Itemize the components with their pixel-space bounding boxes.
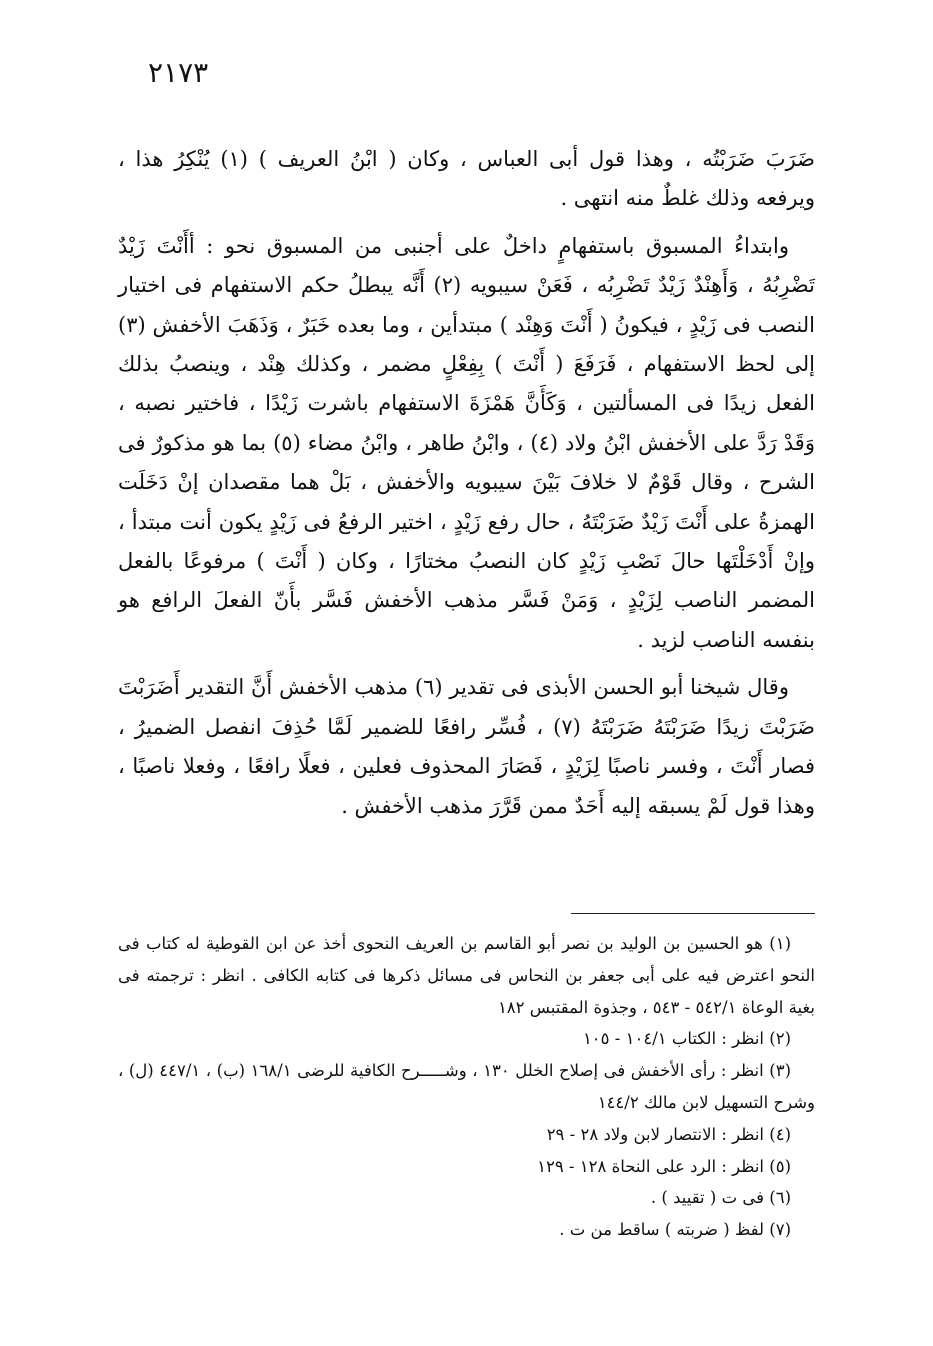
paragraph: ضَرَبَ ضَرَبْتُه ، وهذا قول أبى العباس ، وكان ( ابْنُ العريف ) (١) يُنْكِرُ هذا ، ويرفعه وذلك غلطٌ منه انتهى .: [118, 147, 815, 211]
footnote: (٣) انظر : رأى الأخفش فى إصلاح الخلل ١٣٠ ، وشـــــرح الكافية للرضى ١٦٨/١ (ب) ، ٤٤٧/١ (ل) ، وشرح التسهيل لابن مالك ١٤٤/٢: [118, 1061, 815, 1112]
paragraph: وابتداءُ المسبوق باستفهامٍ داخلٌ على أجنبى من المسبوق نحو : أأَنْتَ زَيْدٌ تَضْرِبُهُ ، وَأَهِنْدٌ زَيْدٌ تَضْرِبُه ، فَعَنْ سيبويه (٢) أَنَّه يبطلُ حكم الاستفهام فى اختيار النصب فى زَيْدٍ ، فيكونُ ( أَنْتَ وَهِنْد ) مبتدأين ، وما بعده خَبَرٌ ، وَذَهَبَ الأخفش (٣) إلى لحظ الاستفهام ، فَرَفَعَ ( أَنْتَ ) بِفِعْلٍ مضمر ، وكذلك هِنْد ، وينصبُ بذلك الفعل زيدًا فى المسألتين ، وَكَأَنَّ هَمْزَةَ الاستفهام باشرت زَيْدًا ، فاختير نصبه ، وَقَدْ رَدَّ على الأخفش ابْنُ ولاد (٤) ، وابْنُ طاهر ، وابْنُ مضاء (٥) بما هو مذكورٌ فى الشرح ، وقال قَوْمٌ لا خلافَ بَيْنَ سيبويه والأخفش ، بَلْ هما مقصدان إنْ دَخَلَت الهمزةُ على أَنْتَ زَيْدٌ ضَرَبْتَهُ ، حال رفع زَيْدٍ ، اختير الرفعُ فى زَيْدٍ يكون أنت مبتدأ ، وإنْ أَدْخَلْتَها حالَ نَصْبِ زَيْدٍ كان النصبُ مختارًا ، وكان ( أَنْتَ ) مرفوعًا بالفعل المضمر الناصب لِزَيْدٍ ، وَمَنْ فَسَّر مذهب الأخفش فَسَّر بأَنّ الفعلَ الرافع هو بنفسه الناصب لزيد .: [118, 233, 815, 652]
paragraph: وقال شيخنا أبو الحسن الأبذى فى تقدير (٦) مذهب الأخفش أَنَّ التقدير أَضَرَبْتَ ضَرَبْتَ زيدًا ضَرَبْتَهُ ضَرَبْتَهُ (٧) ، فُسِّر رافعًا للضمير لَمَّا حُذِفَ انفصل الضميرُ ، فصار أَنْتَ ، وفسر ناصبًا لِزَيْدٍ ، فَصَارَ المحذوف فعلين ، فعلًا رافعًا ، وفعلا ناصبًا ، وهذا قول لَمْ يسبقه إليه أَحَدٌ ممن قَرَّرَ مذهب الأخفش .: [118, 675, 815, 818]
footnote: (٢) انظر : الكتاب ١٠٤/١ - ١٠٥: [582, 1029, 791, 1049]
page-number: ٢١٧٣: [148, 56, 209, 89]
footnote: (٧) لفظ ( ضربته ) ساقط من ت .: [559, 1220, 791, 1240]
footnote: (١) هو الحسين بن الوليد بن نصر أبو القاسم بن العريف النحوى أخذ عن ابن القوطية له كتاب فى النحو اعترض فيه على أبى جعفر بن النحاس فى مسائل ذكرها فى كتابه الكافى . انظر : ترجمته فى بغية الوعاة ٥٤٢/١ - ٥٤٣ ، وجذوة المقتبس ١٨٢: [118, 934, 815, 1017]
main-text: [118, 140, 815, 834]
footnote: (٤) انظر : الانتصار لابن ولاد ٢٨ - ٢٩: [546, 1124, 791, 1144]
footnote: (٦) فى ت ( تقييد ) .: [650, 1188, 791, 1208]
footnote: (٥) انظر : الرد على النحاة ١٢٨ - ١٢٩: [537, 1156, 791, 1176]
footnotes: [118, 928, 815, 1246]
footnote-divider: [571, 913, 815, 914]
